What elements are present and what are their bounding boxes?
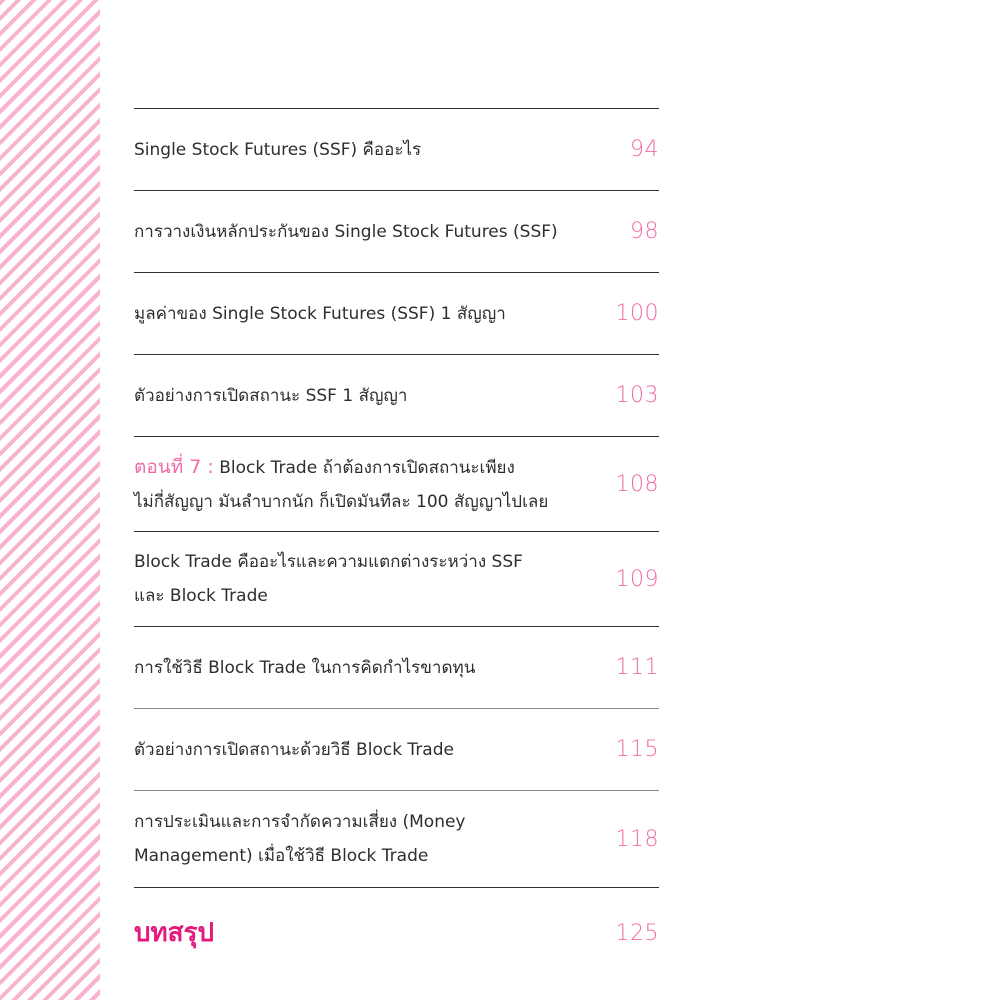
toc-entry-title: ตัวอย่างการเปิดสถานะ SSF 1 สัญญา xyxy=(134,385,408,406)
toc-entry[interactable] xyxy=(134,532,659,627)
decorative-stripes xyxy=(0,0,100,1000)
toc-entry-title-line2: Management) เมื่อใช้วิธี Block Trade xyxy=(134,846,429,866)
toc-entry-page: 109 xyxy=(615,566,659,592)
toc-entry[interactable] xyxy=(134,191,659,273)
toc-entry-page: 103 xyxy=(615,383,659,408)
toc-entry-title-line1: Block Trade คืออะไรและความแตกต่างระหว่าง SSF xyxy=(134,552,523,572)
toc-summary-entry[interactable] xyxy=(134,888,659,978)
toc-entry-title-line2: และ Block Trade xyxy=(134,586,268,606)
toc-entry-title-line1: Block Trade ถ้าต้องการเปิดสถานะเพียง xyxy=(213,457,515,478)
toc-entry-page: 94 xyxy=(630,137,659,162)
summary-title: บทสรุป xyxy=(134,918,214,948)
toc-entry[interactable] xyxy=(134,791,659,888)
toc-entry[interactable] xyxy=(134,627,659,709)
toc-chapter-entry[interactable] xyxy=(134,437,659,532)
toc-entry-page: 118 xyxy=(615,826,659,852)
toc-entry-title: มูลค่าของ Single Stock Futures (SSF) 1 สัญญา xyxy=(134,303,506,324)
toc-entry-page: 100 xyxy=(615,301,659,326)
toc-entry-page: 108 xyxy=(615,471,659,497)
chapter-label: ตอนที่ 7 : xyxy=(134,455,214,478)
toc-entry-title: การใช้วิธี Block Trade ในการคิดกำไรขาดทุน xyxy=(134,657,476,678)
toc-entry-title xyxy=(134,545,523,613)
summary-page: 125 xyxy=(615,920,659,946)
toc-entry[interactable] xyxy=(134,109,659,191)
table-of-contents xyxy=(134,108,659,978)
toc-entry-title xyxy=(134,805,466,873)
toc-entry-page: 98 xyxy=(630,219,659,244)
toc-entry[interactable] xyxy=(134,273,659,355)
toc-entry[interactable] xyxy=(134,709,659,791)
toc-entry-title-line2: ไม่กี่สัญญา มันลำบากนัก ก็เปิดมันทีละ 100 สัญญาไปเลย xyxy=(134,491,549,512)
toc-entry-title: การวางเงินหลักประกันของ Single Stock Futures (SSF) xyxy=(134,221,558,242)
toc-entry-title: ตัวอย่างการเปิดสถานะด้วยวิธี Block Trade xyxy=(134,739,454,760)
toc-entry-page: 111 xyxy=(615,655,659,680)
toc-entry[interactable] xyxy=(134,355,659,437)
toc-entry-title: Single Stock Futures (SSF) คืออะไร xyxy=(134,139,422,160)
toc-entry-title-line1: การประเมินและการจำกัดความเสี่ยง (Money xyxy=(134,812,466,832)
toc-entry-page: 115 xyxy=(615,737,659,762)
toc-entry-title xyxy=(134,450,548,519)
